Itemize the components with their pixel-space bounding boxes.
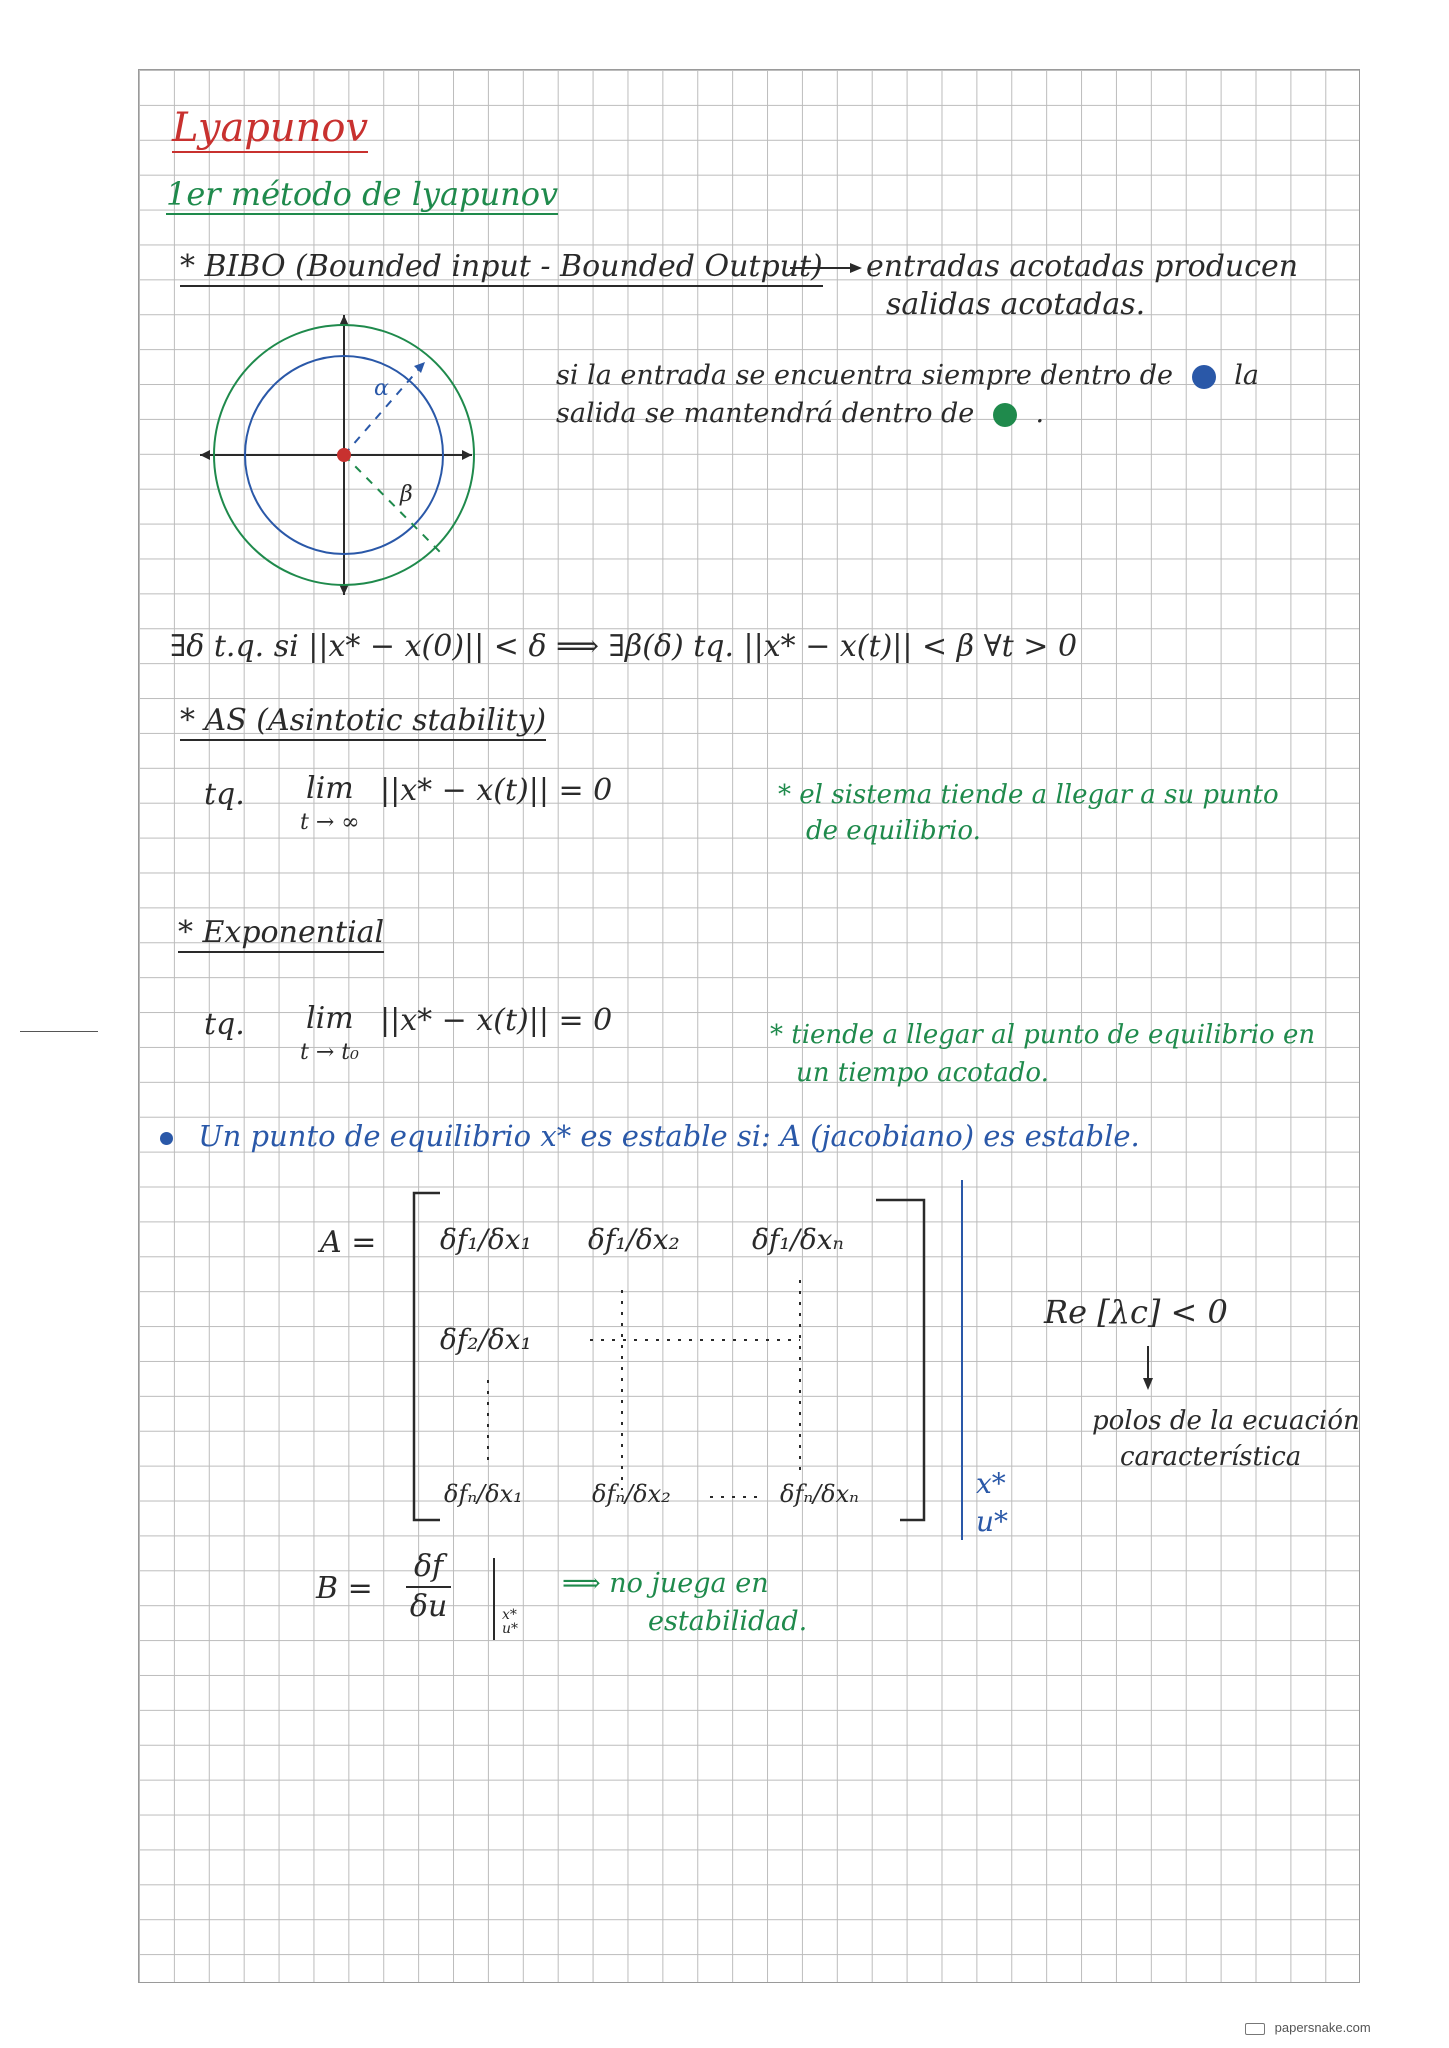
as-note-1: * el sistema tiende a llegar a su punto <box>778 780 1279 810</box>
bibo-condition: ∃δ t.q. si ||x* − x(0)|| < δ ⟹ ∃β(δ) tq. ||x* − x(t)|| < β ∀t > 0 <box>170 629 1078 664</box>
footer-text: papersnake.com <box>1274 2020 1371 2035</box>
matrix-r1c1: δf₁/δx₁ <box>440 1223 532 1256</box>
bibo-note-1-end: la <box>1234 360 1259 391</box>
as-note-2: de equilibrio. <box>806 816 981 846</box>
b-numerator: δf <box>406 1552 451 1588</box>
footer <box>1245 2020 1371 2035</box>
bibo-arrow-text-2: salidas acotadas. <box>886 287 1146 322</box>
exp-lim: lim <box>306 1001 354 1036</box>
exp-note-2: un tiempo acotado. <box>796 1058 1049 1088</box>
matrix-r1c2: δf₁/δx₂ <box>588 1223 680 1256</box>
exp-expression: ||x* − x(t)|| = 0 <box>380 1003 613 1038</box>
matrix-eval-u: u* <box>976 1505 1009 1538</box>
b-lhs: B = <box>316 1571 373 1606</box>
as-label: * AS (Asintotic stability) <box>180 706 546 741</box>
exp-label: * Exponential <box>178 918 384 953</box>
matrix-r3c1: δfₙ/δx₁ <box>444 1480 523 1508</box>
matrix-eval-x: x* <box>976 1467 1006 1500</box>
matrix-r1c3: δf₁/δxₙ <box>752 1223 844 1256</box>
bibo-label: * BIBO (Bounded input - Bounded Output) <box>180 252 823 287</box>
bibo-note-2-end: . <box>1035 398 1045 429</box>
as-expression: ||x* − x(t)|| = 0 <box>380 773 613 808</box>
eigen-note-2: característica <box>1120 1442 1302 1472</box>
circle-label-alpha: α <box>374 376 389 401</box>
as-tq: tq. <box>204 777 245 812</box>
bibo-note-2-text: salida se mantendrá dentro de <box>556 398 975 429</box>
exp-lim-sub: t → t₀ <box>300 1040 359 1065</box>
page-title: Lyapunov <box>172 105 369 151</box>
exp-tq: tq. <box>204 1007 245 1042</box>
matrix-r3c2: δfₙ/δx₂ <box>592 1480 671 1508</box>
as-lim-sub: t → ∞ <box>300 810 360 835</box>
matrix-r2c1: δf₂/δx₁ <box>440 1323 532 1356</box>
b-eval: x* u* <box>502 1607 519 1637</box>
matrix-r3c3: δfₙ/δxₙ <box>780 1480 859 1508</box>
b-note-2: estabilidad. <box>648 1606 808 1637</box>
exp-note-1: * tiende a llegar al punto de equilibrio en <box>770 1020 1316 1050</box>
bibo-arrow-text-1: entradas acotadas producen <box>866 249 1299 284</box>
as-lim: lim <box>306 771 354 806</box>
eigen-condition: Re [λc] < 0 <box>1044 1293 1228 1331</box>
papersnake-logo-icon <box>1245 2023 1265 2035</box>
b-denominator: δu <box>409 1589 448 1624</box>
method-heading: 1er método de lyapunov <box>166 175 559 213</box>
matrix-lhs: A = <box>320 1225 377 1260</box>
bibo-note-1-text: si la entrada se encuentra siempre dentro de <box>556 360 1174 391</box>
eigen-note-1: polos de la ecuación <box>1092 1406 1360 1436</box>
stability-statement-text: Un punto de equilibrio x* es estable si: A (jacobiano) es estable. <box>198 1119 1140 1153</box>
b-note-1: ⟹ no juega en <box>562 1568 769 1599</box>
circle-label-beta: β <box>400 482 413 507</box>
